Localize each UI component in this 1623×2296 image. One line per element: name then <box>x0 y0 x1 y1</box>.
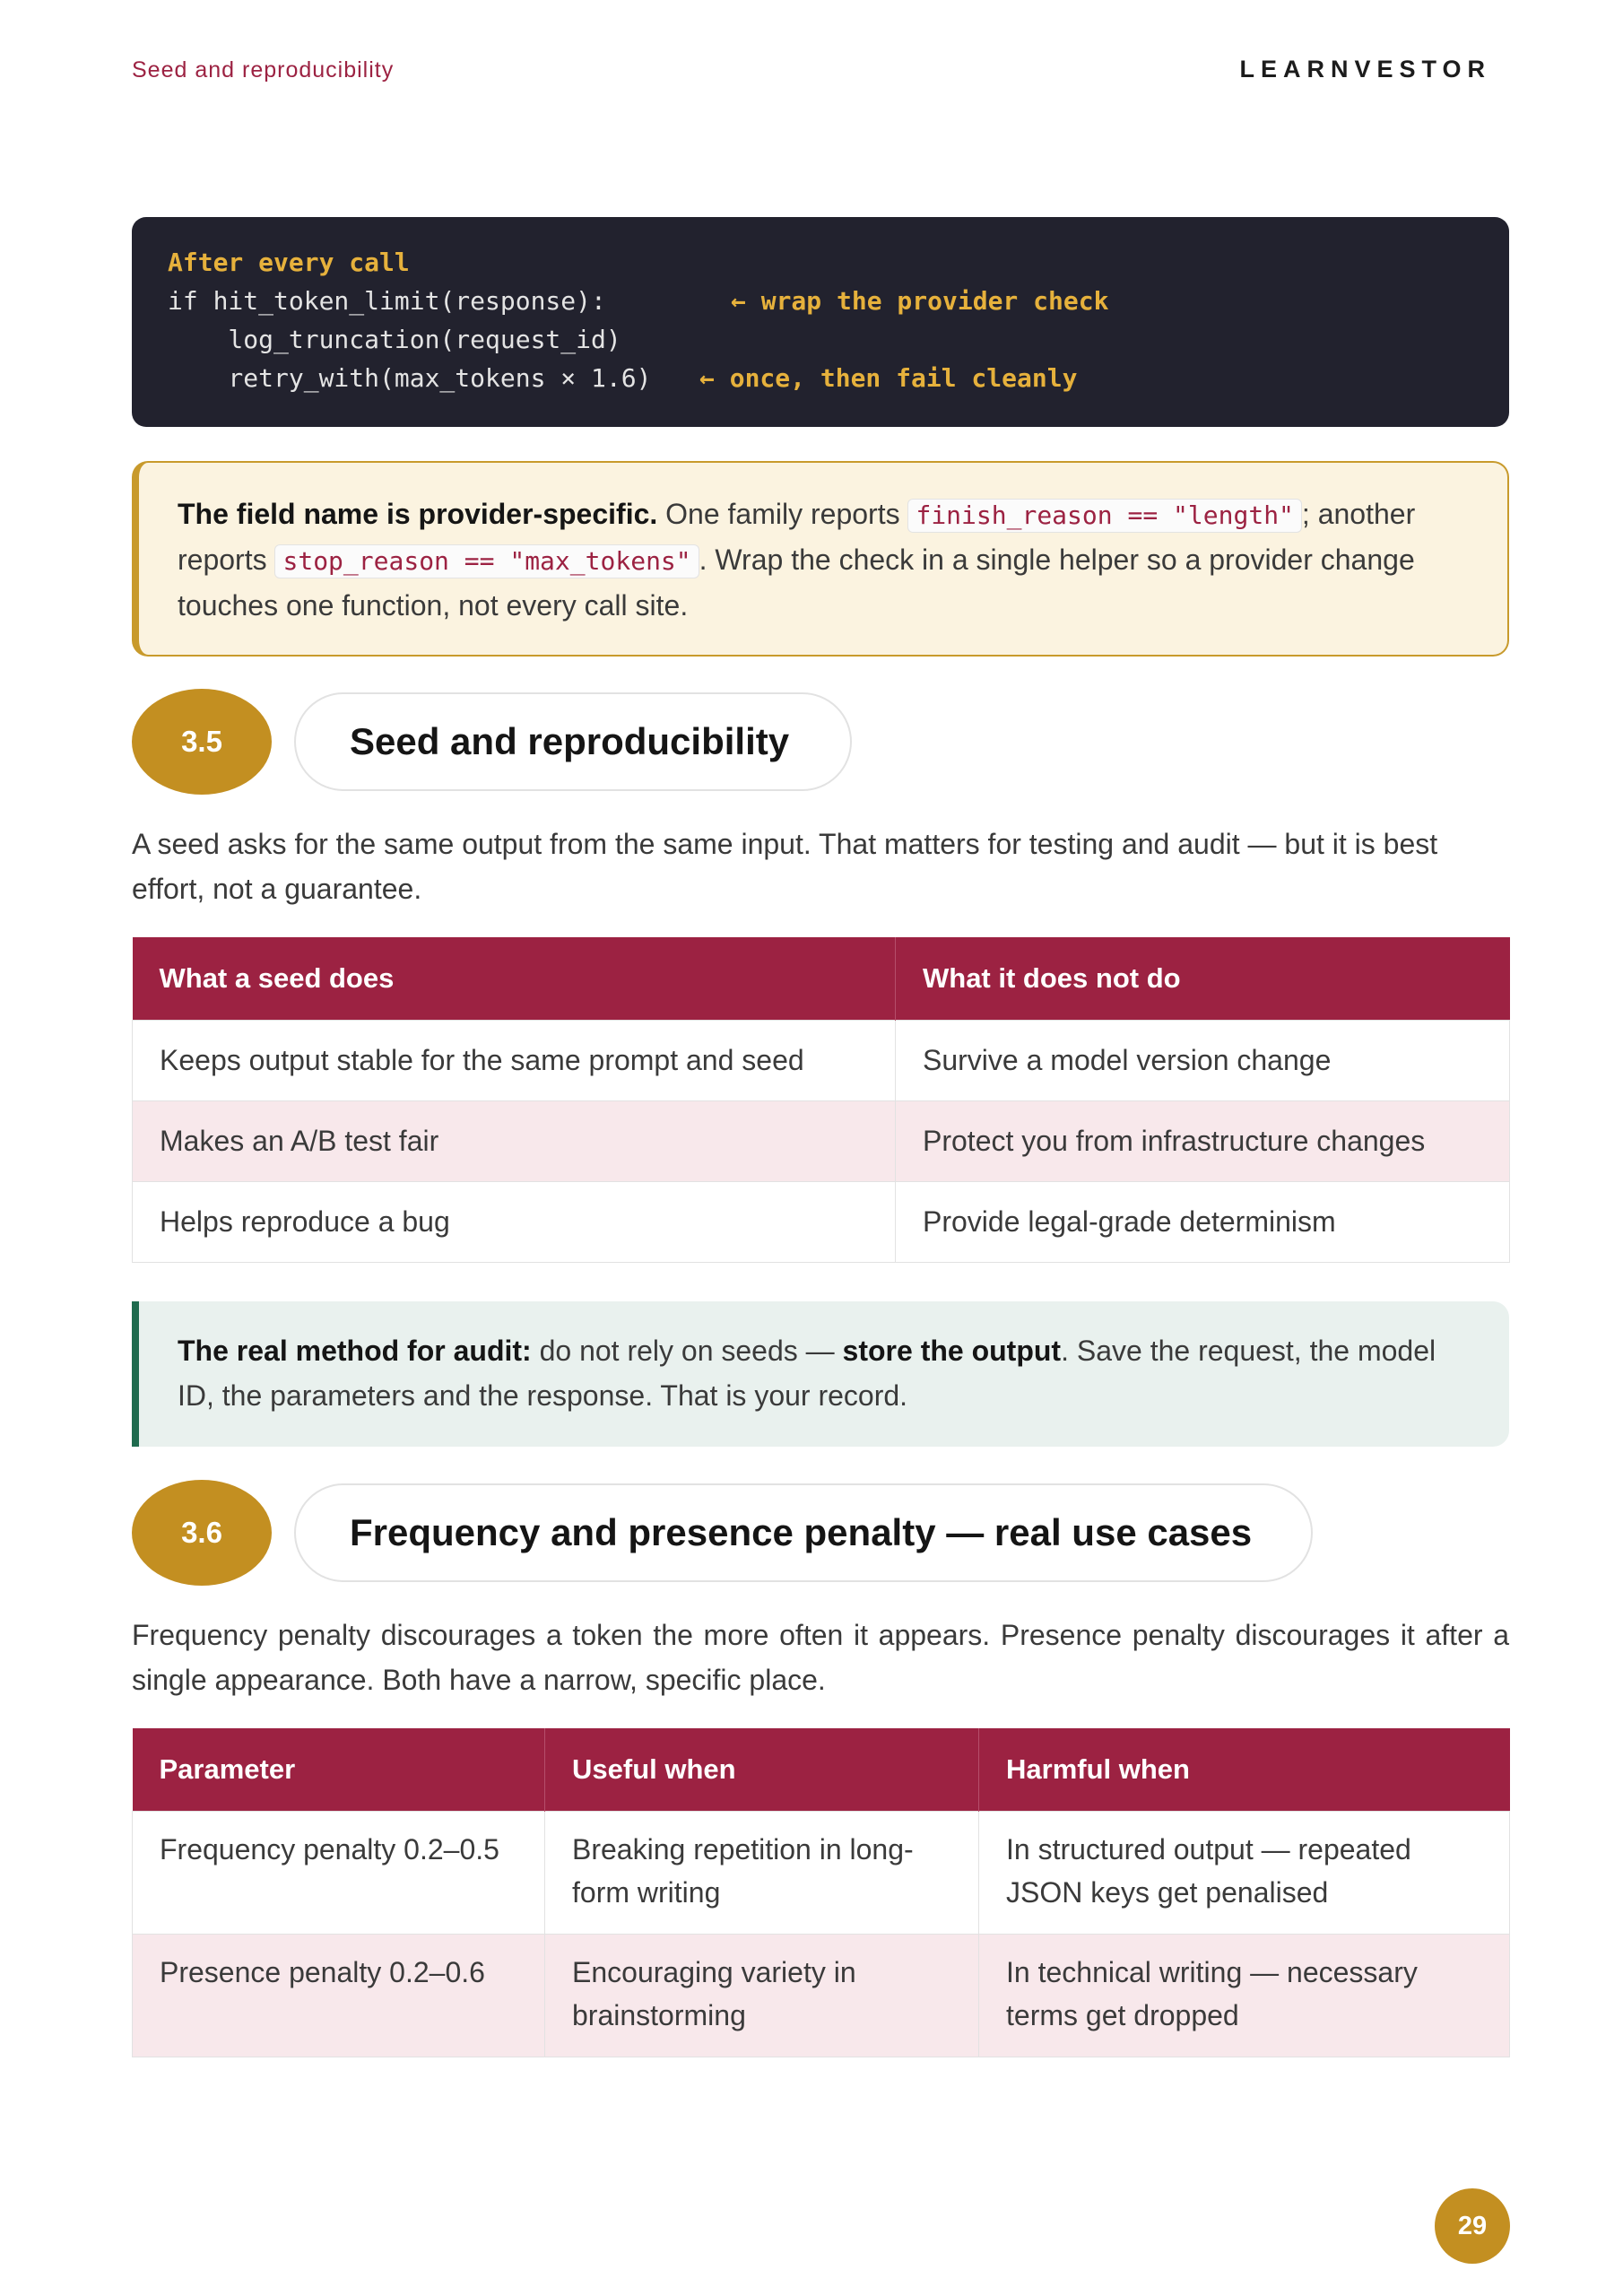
table-row <box>133 1100 1510 1181</box>
brand-logo-text: LEARNVESTOR <box>1239 56 1491 83</box>
code-comment-1: ← wrap the provider check <box>731 286 1109 316</box>
table-header-row <box>133 937 1510 1020</box>
audit-note-callout <box>132 1301 1509 1447</box>
table-row <box>133 1020 1510 1100</box>
table-header-cell: What it does not do <box>896 937 1510 1020</box>
table-header-cell: Useful when <box>545 1728 979 1811</box>
code-line-1: if hit_token_limit(response): <box>168 286 606 316</box>
running-header-section: Seed and reproducibility <box>132 57 395 83</box>
code-line-2: log_truncation(request_id) <box>168 325 621 354</box>
table-cell: Breaking repetition in long-form writing <box>545 1811 979 1934</box>
table-cell: Survive a model version change <box>896 1020 1510 1100</box>
note-lead: The real method for audit: <box>178 1335 532 1367</box>
table-cell: In technical writing — necessary terms get dropped <box>979 1934 1510 2057</box>
table-header-cell: What a seed does <box>133 937 896 1020</box>
table-cell: Encouraging variety in brainstorming <box>545 1934 979 2057</box>
note-emphasis: store the output <box>842 1335 1062 1367</box>
seed-table <box>132 937 1510 1263</box>
section-title: Frequency and presence penalty — real use cases <box>294 1483 1313 1582</box>
inline-code-finish-reason: finish_reason == "length" <box>907 499 1301 533</box>
section-intro-paragraph: Frequency penalty discourages a token the more often it appears. Presence penalty discourages it after a single appearance. Both have a narrow, specific place. <box>132 1619 1509 1696</box>
callout-lead: The field name is provider-specific. <box>178 498 658 530</box>
table-header-row <box>133 1728 1510 1811</box>
inline-code-stop-reason: stop_reason == "max_tokens" <box>274 544 699 578</box>
section-number-badge: 3.5 <box>132 689 272 795</box>
callout-text: . Wrap the check in a single helper so a provider change touches one function, not every call site. <box>178 544 1415 622</box>
code-comment-3: ← once, then fail cleanly <box>699 363 1078 393</box>
table-cell: Presence penalty 0.2–0.6 <box>133 1934 545 2057</box>
table-cell: Makes an A/B test fair <box>133 1100 896 1181</box>
table-cell: Frequency penalty 0.2–0.5 <box>133 1811 545 1934</box>
section-number-badge: 3.6 <box>132 1480 272 1586</box>
note-text: do not rely on seeds — <box>531 1335 843 1367</box>
note-text: . Save the request, the model ID, the parameters and the response. That is your record. <box>178 1335 1436 1412</box>
code-line-3: retry_with(max_tokens × 1.6) <box>168 363 652 393</box>
table-cell: Provide legal-grade determinism <box>896 1181 1510 1262</box>
callout-text: One family reports <box>657 498 908 530</box>
table-cell: Keeps output stable for the same prompt and seed <box>133 1020 896 1100</box>
table-header-cell: Harmful when <box>979 1728 1510 1811</box>
code-heading: After every call <box>168 248 410 277</box>
page-number-badge: 29 <box>1435 2188 1510 2264</box>
table-row <box>133 1181 1510 1262</box>
table-cell: Helps reproduce a bug <box>133 1181 896 1262</box>
section-intro-paragraph: A seed asks for the same output from the same input. That matters for testing and audit — but it is best effort, not a guarantee. <box>132 828 1438 905</box>
table-cell: Protect you from infrastructure changes <box>896 1100 1510 1181</box>
code-block <box>132 217 1509 427</box>
section-title: Seed and reproducibility <box>294 692 852 791</box>
provider-warning-callout <box>132 461 1509 657</box>
table-row <box>133 1811 1510 1934</box>
callout-text: ; another reports <box>178 498 1416 576</box>
table-cell: In structured output — repeated JSON keys get penalised <box>979 1811 1510 1934</box>
table-row <box>133 1934 1510 2057</box>
table-header-cell: Parameter <box>133 1728 545 1811</box>
penalty-table <box>132 1728 1510 2057</box>
